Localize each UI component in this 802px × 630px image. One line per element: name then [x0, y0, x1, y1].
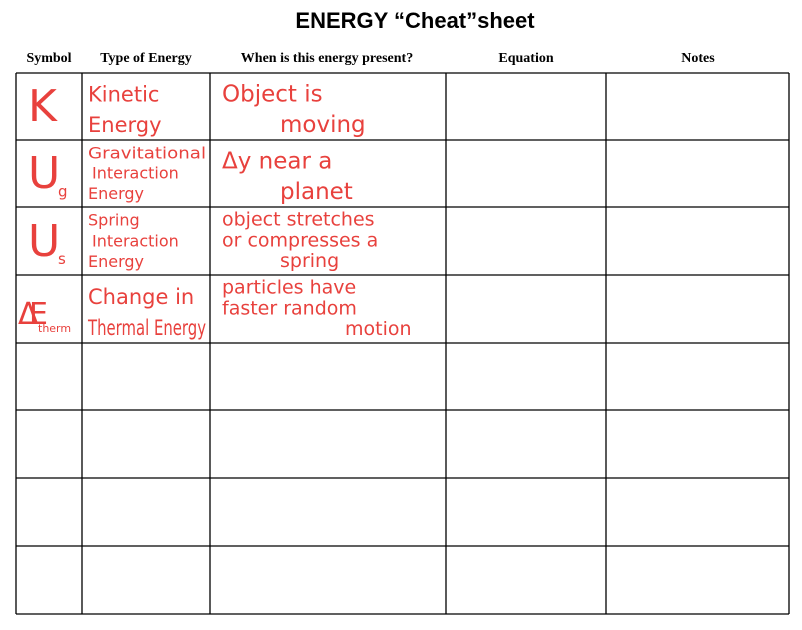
header-type-of-energy: Type of Energy	[100, 51, 192, 66]
symbol-text: K	[28, 81, 57, 133]
table-row	[28, 209, 378, 272]
when-present-text: spring	[280, 250, 340, 272]
table-row	[18, 277, 412, 340]
symbol-text: U	[28, 148, 61, 200]
header-equation: Equation	[498, 51, 554, 66]
type-of-energy-text: Interaction	[92, 163, 179, 183]
when-present-text: moving	[280, 112, 366, 138]
when-present-text: motion	[345, 318, 412, 340]
when-present-text: object stretches	[222, 208, 375, 231]
type-of-energy-text: Gravitational	[88, 143, 206, 163]
page-title: ENERGY “Cheat”sheet	[295, 8, 535, 33]
header-symbol: Symbol	[26, 51, 72, 66]
when-present-text: Object is	[222, 81, 323, 108]
symbol-subscript: g	[58, 182, 68, 201]
header-when-present: When is this energy present?	[240, 51, 414, 66]
type-of-energy-text: Kinetic	[88, 82, 160, 107]
type-of-energy-text: Thermal Energy	[87, 316, 206, 340]
when-present-text: or compresses a	[222, 229, 379, 252]
type-of-energy-text: Interaction	[92, 231, 179, 251]
symbol-subscript: therm	[38, 322, 72, 336]
when-present-text: faster random	[222, 297, 357, 320]
type-of-energy-text: Energy	[88, 184, 145, 203]
type-of-energy-text: Change in	[88, 285, 195, 309]
header-notes: Notes	[681, 51, 715, 66]
type-of-energy-text: Energy	[88, 113, 162, 137]
symbol-subscript: s	[58, 250, 66, 269]
table-body	[18, 81, 412, 340]
type-of-energy-text: Spring	[88, 210, 140, 230]
type-of-energy-text: Energy	[88, 252, 145, 271]
symbol-text: ΔE	[18, 296, 48, 332]
when-present-text: Δy near a	[222, 148, 333, 175]
when-present-text: particles have	[222, 276, 357, 299]
table-header-row	[26, 51, 715, 66]
table-row	[28, 81, 366, 138]
when-present-text: planet	[280, 179, 353, 205]
table-row	[28, 143, 353, 205]
symbol-text: U	[28, 215, 61, 267]
